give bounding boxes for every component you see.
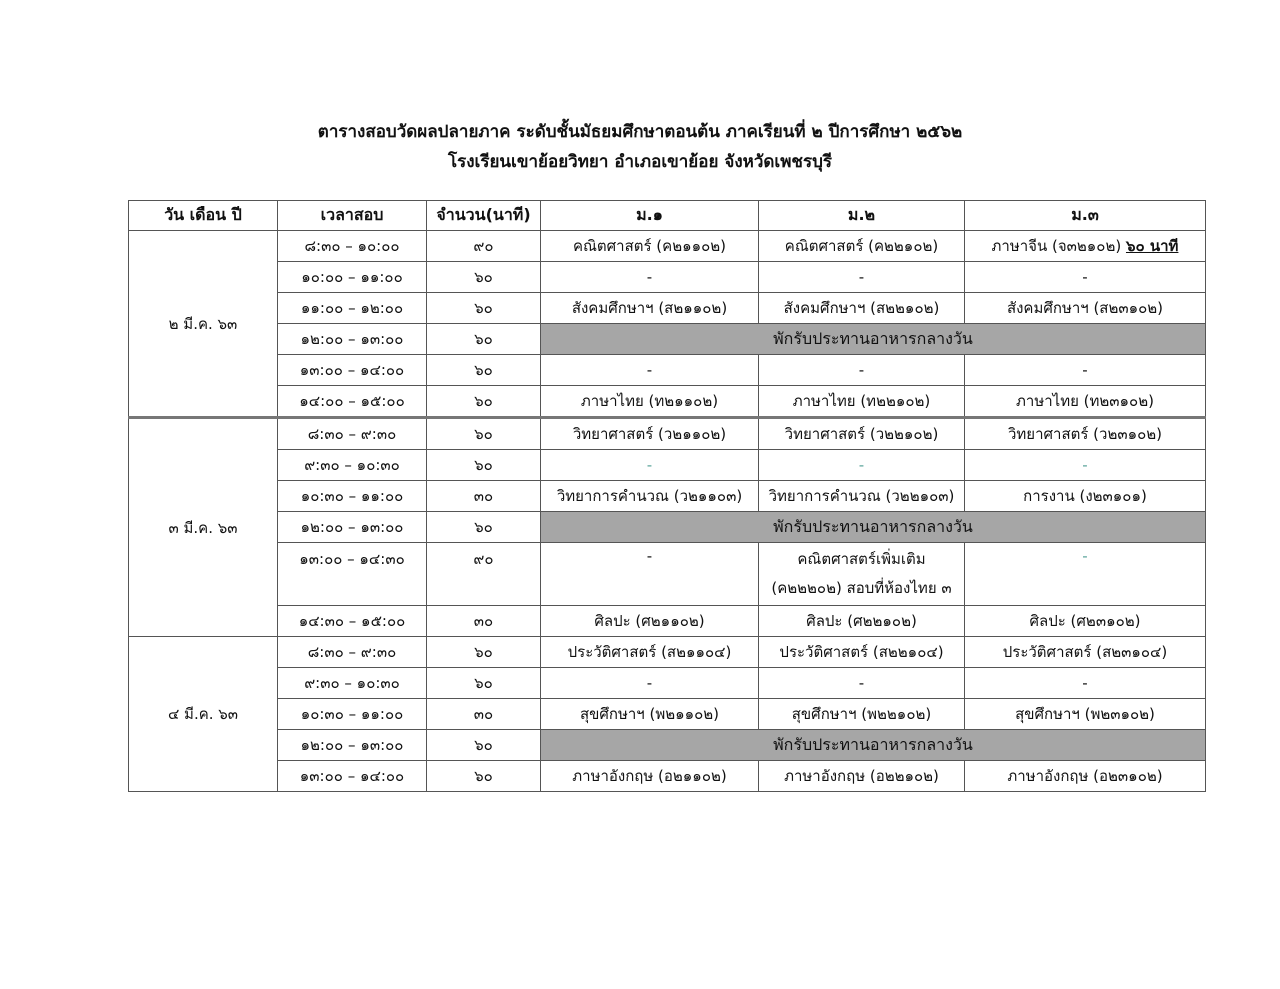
duration-cell: ๖๐	[427, 512, 541, 543]
lunch-break-cell: พักรับประทานอาหารกลางวัน	[541, 324, 1206, 355]
time-cell: ๘:๓๐ – ๙:๓๐	[278, 637, 427, 668]
m3-cell: -	[965, 543, 1206, 606]
header-row	[129, 201, 1206, 231]
duration-cell: ๖๐	[427, 418, 541, 450]
exam-schedule-table	[128, 200, 1206, 792]
m1-cell: สุขศึกษาฯ (พ๒๑๑๐๒)	[541, 699, 759, 730]
time-cell: ๘:๓๐ – ๑๐:๐๐	[278, 231, 427, 262]
time-cell: ๑๐:๓๐ – ๑๑:๐๐	[278, 699, 427, 730]
m2-cell: วิทยาศาสตร์ (ว๒๒๑๐๒)	[759, 418, 965, 450]
m3-cell	[965, 231, 1206, 262]
m3-cell: ภาษาไทย (ท๒๓๑๐๒)	[965, 386, 1206, 418]
header-time: เวลาสอบ	[278, 201, 427, 231]
m2-line2: (ค๒๒๒๐๒) สอบที่ห้องไทย ๓	[771, 579, 952, 597]
m1-cell: วิทยาการคำนวณ (ว๒๑๑๐๓)	[541, 481, 759, 512]
time-cell: ๑๒:๐๐ – ๑๓:๐๐	[278, 512, 427, 543]
m2-cell: -	[759, 450, 965, 481]
m3-cell: ศิลปะ (ศ๒๓๑๐๒)	[965, 606, 1206, 637]
time-cell: ๑๓:๐๐ – ๑๔:๓๐	[278, 543, 427, 606]
m2-cell: ภาษาไทย (ท๒๒๑๐๒)	[759, 386, 965, 418]
table-row	[129, 386, 1206, 418]
m1-cell: -	[541, 543, 759, 606]
duration-cell: ๖๐	[427, 637, 541, 668]
m1-cell: -	[541, 355, 759, 386]
day-date-cell: ๓ มี.ค. ๖๓	[129, 418, 278, 637]
time-cell: ๘:๓๐ – ๙:๓๐	[278, 418, 427, 450]
m2-cell: -	[759, 355, 965, 386]
m2-cell: สังคมศึกษาฯ (ส๒๒๑๐๒)	[759, 293, 965, 324]
m2-cell: วิทยาการคำนวณ (ว๒๒๑๐๓)	[759, 481, 965, 512]
m2-cell: ภาษาอังกฤษ (อ๒๒๑๐๒)	[759, 761, 965, 792]
m3-duration-note: ๖๐ นาที	[1125, 237, 1179, 255]
m3-cell: -	[965, 450, 1206, 481]
time-cell: ๑๒:๐๐ – ๑๓:๐๐	[278, 324, 427, 355]
header-m2: ม.๒	[759, 201, 965, 231]
duration-cell: ๖๐	[427, 324, 541, 355]
duration-cell: ๙๐	[427, 231, 541, 262]
m2-cell: -	[759, 262, 965, 293]
m3-cell: -	[965, 668, 1206, 699]
m2-cell	[759, 543, 965, 606]
m1-cell: -	[541, 262, 759, 293]
table-row	[129, 730, 1206, 761]
day-date-cell: ๒ มี.ค. ๖๓	[129, 231, 278, 418]
header-m1: ม.๑	[541, 201, 759, 231]
duration-cell: ๖๐	[427, 355, 541, 386]
duration-cell: ๖๐	[427, 262, 541, 293]
duration-cell: ๖๐	[427, 293, 541, 324]
table-row	[129, 606, 1206, 637]
table-row	[129, 512, 1206, 543]
table-row	[129, 418, 1206, 450]
m3-cell: การงาน (ง๒๓๑๐๑)	[965, 481, 1206, 512]
m1-cell: -	[541, 450, 759, 481]
table-row	[129, 761, 1206, 792]
time-cell: ๙:๓๐ – ๑๐:๓๐	[278, 450, 427, 481]
m2-cell: คณิตศาสตร์ (ค๒๒๑๐๒)	[759, 231, 965, 262]
m2-cell: ประวัติศาสตร์ (ส๒๒๑๐๔)	[759, 637, 965, 668]
time-cell: ๑๑:๐๐ – ๑๒:๐๐	[278, 293, 427, 324]
table-row	[129, 481, 1206, 512]
m3-cell: สังคมศึกษาฯ (ส๒๓๑๐๒)	[965, 293, 1206, 324]
document-title: ตารางสอบวัดผลปลายภาค ระดับชั้นมัธยมศึกษาตอนต้น ภาคเรียนที่ ๒ ปีการศึกษา ๒๕๖๒	[317, 122, 963, 142]
duration-cell: ๙๐	[427, 543, 541, 606]
m3-subject: ภาษาจีน (จ๓๒๑๐๒)	[991, 237, 1122, 255]
duration-cell: ๖๐	[427, 450, 541, 481]
m1-cell: -	[541, 668, 759, 699]
time-cell: ๑๓:๐๐ – ๑๔:๐๐	[278, 761, 427, 792]
m1-cell: ภาษาอังกฤษ (อ๒๑๑๐๒)	[541, 761, 759, 792]
time-cell: ๑๒:๐๐ – ๑๓:๐๐	[278, 730, 427, 761]
m3-cell: -	[965, 355, 1206, 386]
time-cell: ๑๔:๓๐ – ๑๕:๐๐	[278, 606, 427, 637]
table-row	[129, 668, 1206, 699]
m1-cell: คณิตศาสตร์ (ค๒๑๑๐๒)	[541, 231, 759, 262]
header-m3: ม.๓	[965, 201, 1206, 231]
m3-cell: สุขศึกษาฯ (พ๒๓๑๐๒)	[965, 699, 1206, 730]
m2-cell: -	[759, 668, 965, 699]
m1-cell: ภาษาไทย (ท๒๑๑๐๒)	[541, 386, 759, 418]
m3-cell: วิทยาศาสตร์ (ว๒๓๑๐๒)	[965, 418, 1206, 450]
duration-cell: ๓๐	[427, 699, 541, 730]
table-row	[129, 324, 1206, 355]
m3-cell: -	[965, 262, 1206, 293]
table-row	[129, 637, 1206, 668]
header-duration: จำนวน(นาที)	[427, 201, 541, 231]
time-cell: ๙:๓๐ – ๑๐:๓๐	[278, 668, 427, 699]
duration-cell: ๓๐	[427, 606, 541, 637]
table-row	[129, 450, 1206, 481]
duration-cell: ๖๐	[427, 761, 541, 792]
header-date: วัน เดือน ปี	[129, 201, 278, 231]
duration-cell: ๖๐	[427, 730, 541, 761]
table-row	[129, 293, 1206, 324]
table-row	[129, 543, 1206, 606]
duration-cell: ๓๐	[427, 481, 541, 512]
table-row	[129, 355, 1206, 386]
m3-cell: ประวัติศาสตร์ (ส๒๓๑๐๔)	[965, 637, 1206, 668]
table-row	[129, 699, 1206, 730]
duration-cell: ๖๐	[427, 668, 541, 699]
lunch-break-cell: พักรับประทานอาหารกลางวัน	[541, 512, 1206, 543]
day-date-cell: ๔ มี.ค. ๖๓	[129, 637, 278, 792]
lunch-break-cell: พักรับประทานอาหารกลางวัน	[541, 730, 1206, 761]
table-row	[129, 262, 1206, 293]
time-cell: ๑๐:๓๐ – ๑๑:๐๐	[278, 481, 427, 512]
table-row	[129, 231, 1206, 262]
school-subtitle: โรงเรียนเขาย้อยวิทยา อำเภอเขาย้อย จังหวัดเพชรบุรี	[447, 152, 833, 172]
m3-cell: ภาษาอังกฤษ (อ๒๓๑๐๒)	[965, 761, 1206, 792]
m2-cell: ศิลปะ (ศ๒๒๑๐๒)	[759, 606, 965, 637]
time-cell: ๑๐:๐๐ – ๑๑:๐๐	[278, 262, 427, 293]
m1-cell: ศิลปะ (ศ๒๑๑๐๒)	[541, 606, 759, 637]
m2-line1: คณิตศาสตร์เพิ่มเติม	[797, 550, 926, 568]
duration-cell: ๖๐	[427, 386, 541, 418]
time-cell: ๑๔:๐๐ – ๑๕:๐๐	[278, 386, 427, 418]
m1-cell: สังคมศึกษาฯ (ส๒๑๑๐๒)	[541, 293, 759, 324]
m2-cell: สุขศึกษาฯ (พ๒๒๑๐๒)	[759, 699, 965, 730]
m1-cell: ประวัติศาสตร์ (ส๒๑๑๐๔)	[541, 637, 759, 668]
m1-cell: วิทยาศาสตร์ (ว๒๑๑๐๒)	[541, 418, 759, 450]
time-cell: ๑๓:๐๐ – ๑๔:๐๐	[278, 355, 427, 386]
